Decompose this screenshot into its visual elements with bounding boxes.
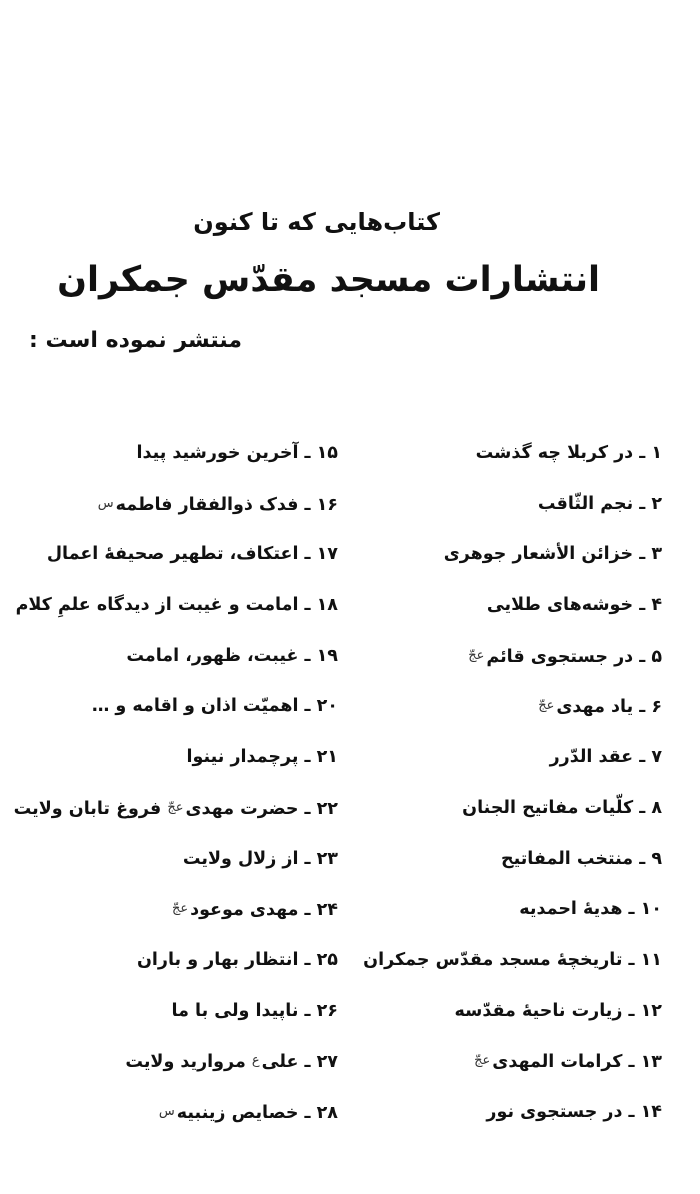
book-title: ۱۶ ـ فدک ذوالفقار فاطمه: [115, 494, 338, 515]
book-title: ۲۴ ـ مهدی موعود: [190, 900, 338, 921]
book-item-10: [362, 888, 662, 939]
book-item-7: [362, 736, 662, 787]
book-item-14: [362, 1091, 662, 1142]
book-title-suffix: فروغ تابان ولایت: [13, 798, 162, 819]
book-title: ۱۴ ـ در جستجوی نور: [486, 1101, 662, 1122]
book-item-6: [362, 685, 662, 736]
book-title: ۶ ـ یاد مهدی: [556, 697, 662, 718]
book-list-right-column: [362, 432, 662, 1142]
book-title: ۲۸ ـ خصایص زینبیه: [176, 1102, 338, 1123]
book-item-26: [8, 990, 338, 1041]
book-title: ۱۷ ـ اعتکاف، تطهیر صحیفهٔ اعمال: [46, 544, 338, 565]
book-title: ۳ ـ خزائن الأشعار جوهری: [443, 544, 662, 565]
book-title: ۲۵ ـ انتظار بهار و باران: [136, 949, 338, 970]
book-item-22: [8, 787, 338, 838]
book-title: ۲۲ ـ حضرت مهدی: [185, 798, 338, 819]
honorific-mark: عجّ: [468, 647, 485, 663]
book-title: ۹ ـ منتخب المفاتیح: [500, 848, 662, 869]
honorific-mark: ع: [251, 1053, 260, 1069]
book-item-23: [8, 838, 338, 889]
book-item-8: [362, 787, 662, 838]
book-item-17: [8, 533, 338, 584]
honorific-mark: س: [158, 1103, 175, 1119]
book-item-2: [362, 483, 662, 534]
book-title: ۵ ـ در جستجوی قائم: [486, 646, 662, 667]
intro-heading: کتاب‌هایی که تا کنون: [193, 208, 440, 236]
book-item-28: [8, 1091, 338, 1142]
book-item-18: [8, 584, 338, 635]
book-item-21: [8, 736, 338, 787]
book-title: ۷ ـ عقد الدّرر: [549, 747, 662, 768]
honorific-mark: عجّ: [474, 1053, 491, 1069]
honorific-mark: عجّ: [538, 698, 555, 714]
book-title: ۲۳ ـ از زلال ولایت: [182, 848, 338, 869]
honorific-mark: س: [97, 495, 114, 511]
book-title: ۴ ـ خوشه‌های طلایی: [486, 595, 662, 616]
book-title: ۲ ـ نجم الثّاقب: [537, 493, 662, 514]
book-item-1: [362, 432, 662, 483]
book-title: ۱۵ ـ آخرین خورشید پیدا: [136, 443, 338, 463]
book-title: ۲۱ ـ پرچمدار نینوا: [186, 747, 338, 768]
book-item-19: [8, 635, 338, 686]
book-item-16: [8, 483, 338, 534]
honorific-mark: عجّ: [167, 799, 184, 815]
book-item-9: [362, 838, 662, 889]
honorific-mark: عجّ: [171, 901, 189, 917]
book-item-24: [8, 888, 338, 939]
book-title: ۱۰ ـ هدیهٔ احمدیه: [519, 899, 662, 920]
book-item-5: [362, 635, 662, 686]
book-item-20: [8, 685, 338, 736]
book-item-4: [362, 584, 662, 635]
book-item-12: [362, 990, 662, 1041]
book-item-13: [362, 1040, 662, 1091]
book-title: ۱۱ ـ تاریخچهٔ مسجد مقدّس جمکران: [363, 949, 662, 970]
book-title-suffix: مروارید ولایت: [125, 1052, 246, 1073]
book-list-left-column: [8, 432, 338, 1142]
book-item-11: [362, 939, 662, 990]
book-title: ۲۰ ـ اهمیّت اذان و اقامه و …: [91, 696, 338, 717]
publisher-title: انتشارات مسجد مقدّس جمکران: [57, 260, 600, 300]
book-title: ۱۳ ـ کرامات المهدی: [492, 1052, 662, 1073]
book-item-27: [8, 1040, 338, 1091]
book-title: ۲۶ ـ ناپیدا ولی با ما: [171, 1000, 338, 1021]
book-title: ۱۸ ـ امامت و غیبت از دیدگاه علمِ کلام: [15, 595, 338, 616]
book-title: ۱۹ ـ غیبت، ظهور، امامت: [126, 645, 338, 666]
book-item-25: [8, 939, 338, 990]
book-title: ۱۲ ـ زیارت ناحیهٔ مقدّسه: [454, 1000, 662, 1021]
book-title: ۱ ـ در کربلا چه گذشت: [475, 443, 662, 463]
book-item-15: [8, 432, 338, 483]
intro-subheading: منتشر نموده است :: [29, 328, 242, 353]
book-title: ۲۷ ـ علی: [261, 1052, 338, 1073]
book-item-3: [362, 533, 662, 584]
book-title: ۸ ـ کلّیات مفاتیح الجنان: [462, 797, 662, 818]
